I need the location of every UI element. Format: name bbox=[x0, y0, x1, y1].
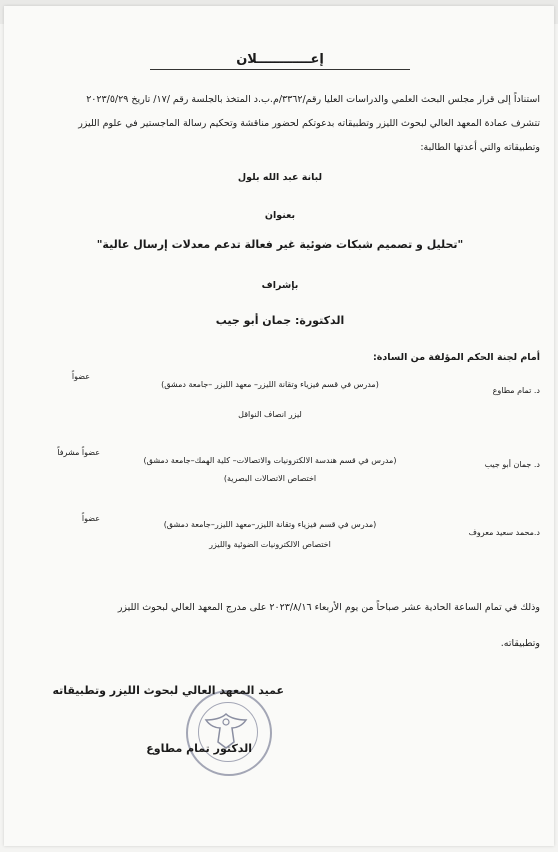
announcement-title: إعــــــــــــلان bbox=[150, 52, 410, 70]
intro-line-2: تتشرف عمادة المعهد العالي لبحوث الليزر وتطبيقاته بدعوتكم لحضور مناقشة وتحكيم رسالة الماجستير في علوم الليزر bbox=[78, 118, 540, 129]
committee-member-role: عضواً bbox=[81, 514, 100, 523]
closing-line-1: وذلك في تمام الساعة الحادية عشر صباحاً من يوم الأربعاء ٢٠٢٣/٨/١٦ على مدرج المعهد العالي لبحوث الليزر bbox=[117, 602, 540, 613]
thesis-title: "تحليل و تصميم شبكات ضوئية غير فعالة تدعم معدلات إرسال عالية" bbox=[96, 238, 464, 251]
dean-name: الدكتور تمام مطاوع bbox=[146, 742, 252, 755]
committee-member-specialty: اختصاص الاتصالات البصرية) bbox=[223, 474, 317, 483]
committee-heading: أمام لجنة الحكم المؤلفة من السادة: bbox=[373, 352, 540, 363]
titled-label: بعنوان bbox=[264, 210, 296, 221]
committee-member-name: د.محمد سعيد معروف bbox=[468, 528, 540, 537]
dean-title: عميد المعهد العالي لبحوث الليزر وتطبيقاته bbox=[52, 684, 284, 697]
intro-line-1: استناداً إلى قرار مجلس البحث العلمي والدراسات العليا رقم/٣٣٦٢/م.ب.د المتخذ بالجلسة رقم /١٧/ تاريخ ٢٠٢٣/٥/٢٩ bbox=[86, 94, 540, 105]
document-page bbox=[4, 6, 554, 846]
committee-member-specialty: اختصاص الالكترونيات الضوئية والليزر bbox=[209, 540, 331, 549]
closing-line-2: وتطبيقاته. bbox=[500, 638, 540, 649]
supervisor-name: الدكتورة: جمان أبو جيب bbox=[215, 314, 345, 327]
supervision-label: بإشراف bbox=[261, 280, 299, 291]
committee-member-position: (مدرس في قسم فيزياء وتقانة الليزر–معهد الليزر–جامعة دمشق) bbox=[163, 520, 377, 529]
student-name: لبانة عبد الله بلول bbox=[237, 172, 323, 183]
committee-member-role: عضواً bbox=[71, 372, 90, 381]
committee-member-name: د. جمان أبو جيب bbox=[484, 460, 540, 469]
intro-line-3: وتطبيقاته والتي أعدتها الطالبة: bbox=[420, 142, 540, 153]
committee-member-position: (مدرس في قسم فيزياء وتقانة الليزر– معهد الليزر –جامعة دمشق) bbox=[161, 380, 379, 389]
committee-member-specialty: ليزر انصاف النواقل bbox=[238, 410, 302, 419]
committee-member-name: د. تمام مطاوع bbox=[492, 386, 540, 395]
committee-member-role: عضواً مشرفاً bbox=[57, 448, 100, 457]
committee-member-position: (مدرس في قسم هندسة الالكترونيات والاتصالات– كلية الهمك–جامعة دمشق) bbox=[143, 456, 397, 465]
